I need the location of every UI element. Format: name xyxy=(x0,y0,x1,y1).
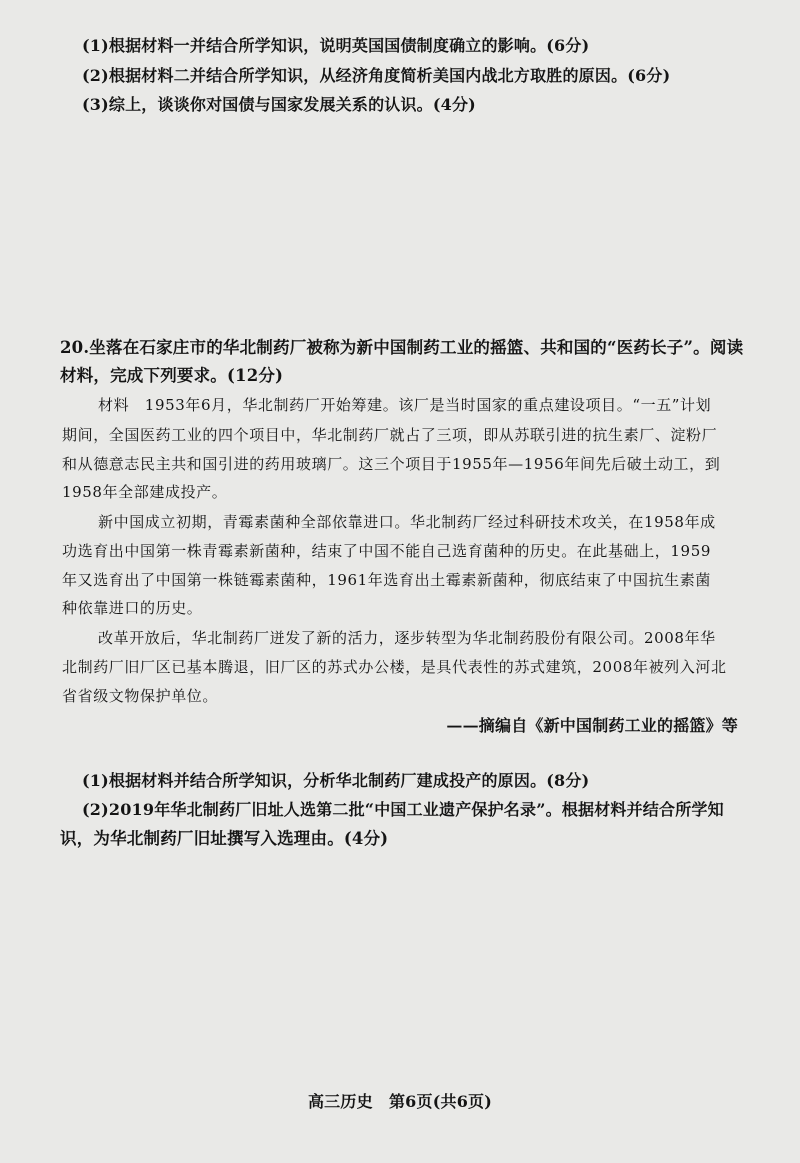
page-footer: 高三历史 第6页(共6页) xyxy=(307,1092,492,1111)
material-p1-line4: 1958年全部建成投产。 xyxy=(62,483,228,501)
q20-sub2-line1: (2)2019年华北制药厂旧址人选第二批“中国工业遗产保护名录”。根据材料并结合所学知 xyxy=(82,800,724,819)
q20-sub1: (1)根据材料并结合所学知识，分析华北制药厂建成投产的原因。(8分) xyxy=(82,771,590,790)
q20-title-line2: 材料，完成下列要求。(12分) xyxy=(60,366,284,385)
material-p3-line2: 北制药厂旧厂区已基本腾退，旧厂区的苏式办公楼，是具代表性的苏式建筑，2008年被列入河北 xyxy=(62,658,727,676)
material-p3-line3: 省省级文物保护单位。 xyxy=(62,687,219,705)
q19-sub1: (1)根据材料一并结合所学知识，说明英国国债制度确立的影响。(6分) xyxy=(82,36,590,55)
q19-sub2: (2)根据材料二并结合所学知识，从经济角度简析美国内战北方取胜的原因。(6分) xyxy=(82,66,671,85)
q19-sub3: (3)综上，谈谈你对国债与国家发展关系的认识。(4分) xyxy=(82,95,476,114)
material-p1-line3: 和从德意志民主共和国引进的药用玻璃厂。这三个项目于1955年—1956年间先后破土动工，到 xyxy=(62,455,721,473)
material-p2-line3: 年又选育出了中国第一株链霉素菌种，1961年选育出土霉素新菌种，彻底结束了中国抗生素菌 xyxy=(62,571,711,589)
q20-sub2-line2: 识，为华北制药厂旧址撰写入选理由。(4分) xyxy=(60,829,389,848)
q20-title-line1: 20.坐落在石家庄市的华北制药厂被称为新中国制药工业的摇篮、共和国的“医药长子”。阅读 xyxy=(60,338,744,357)
material-p2-line2: 功选育出中国第一株青霉素新菌种，结束了中国不能自己选育菌种的历史。在此基础上，1959 xyxy=(62,542,711,560)
material-p3-line1: 改革开放后，华北制药厂迸发了新的活力，逐步转型为华北制药股份有限公司。2008年华 xyxy=(98,629,716,647)
material-p2-line1: 新中国成立初期，青霉素菌种全部依靠进口。华北制药厂经过科研技术攻关，在1958年成 xyxy=(98,513,716,531)
material-p2-line4: 种依靠进口的历史。 xyxy=(62,599,203,617)
material-p1-line2: 期间，全国医药工业的四个项目中，华北制药厂就占了三项，即从苏联引进的抗生素厂、淀粉厂 xyxy=(62,426,718,444)
material-source: ——摘编自《新中国制药工业的摇篮》等 xyxy=(446,716,738,735)
material-p1-line1: 材料 1953年6月，华北制药厂开始筹建。该厂是当时国家的重点建设项目。“一五”计划 xyxy=(98,396,712,414)
